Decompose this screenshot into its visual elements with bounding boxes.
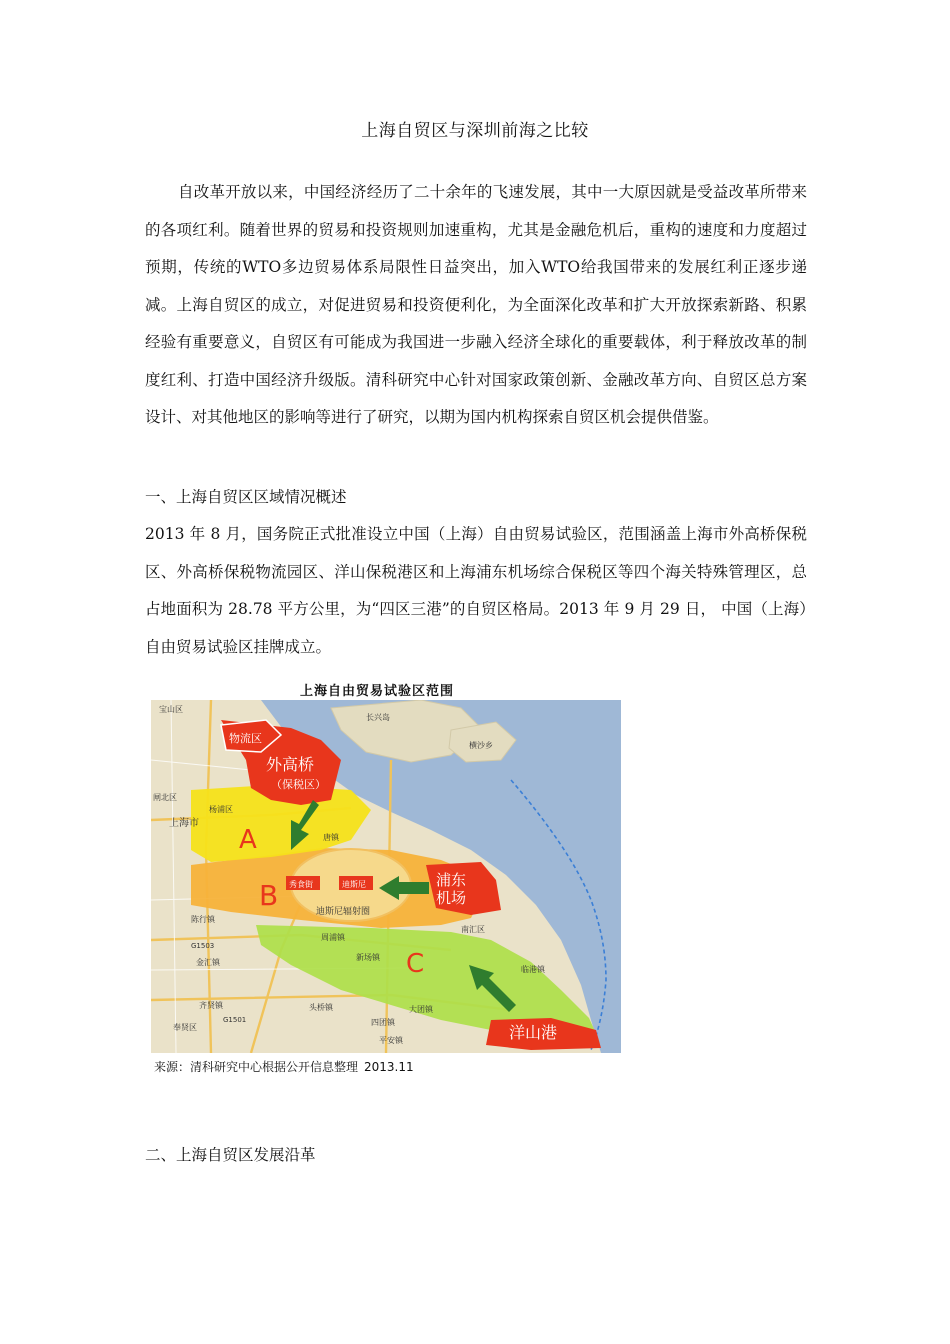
label-yangshan: 洋山港 xyxy=(509,1023,558,1042)
label-pingan: 平安镇 xyxy=(379,1036,403,1045)
label-fengxian: 奉贤区 xyxy=(173,1023,197,1032)
label-sihuan: 四团镇 xyxy=(371,1018,395,1027)
label-waigaoqiao: 外高桥 xyxy=(266,755,315,774)
label-xiushi: 秀食街 xyxy=(289,880,313,889)
label-g1503: G1503 xyxy=(191,942,215,950)
label-qizhong: 齐贤镇 xyxy=(199,1001,223,1010)
label-zhabei: 闸北区 xyxy=(153,793,177,802)
document-title: 上海自贸区与深圳前海之比较 xyxy=(361,121,589,141)
label-disney-tag: 迪斯尼 xyxy=(342,880,366,889)
label-lingang: 临港镇 xyxy=(521,965,545,974)
ftz-map-image xyxy=(151,700,621,1053)
label-pudong-1: 浦东 xyxy=(436,871,467,889)
label-chenhang: 陈行镇 xyxy=(191,915,215,924)
section-1-paragraph: 2013 年 8 月，国务院正式批准设立中国（上海）自由贸易试验区，范围涵盖上海市外高桥保税区、外高桥保税物流园区、洋山保税港区和上海浦东机场综合保税区等四个海关特殊管理区，总占地面积为 28.78 平方公里，为“四区三港”的自贸区格局。2013 年 9 月 29 日， 中国（上海）自由贸易试验区挂牌成立。 xyxy=(145,525,807,656)
label-g1501: G1501 xyxy=(223,1016,247,1024)
section-heading-1: 一、上海自贸区区域情况概述 xyxy=(145,488,347,506)
figure-source xyxy=(154,1058,414,1075)
label-nanhui: 南汇区 xyxy=(461,925,485,934)
label-wuliu: 物流区 xyxy=(229,732,262,745)
section-heading-2: 二、上海自贸区发展沿革 xyxy=(145,1146,316,1164)
label-baoshan: 宝山区 xyxy=(159,705,183,714)
label-toucao: 头桥镇 xyxy=(309,1003,333,1012)
label-pudong-2: 机场 xyxy=(436,889,467,907)
label-disney: 迪斯尼辐射圈 xyxy=(316,907,371,917)
label-zhoupu: 周浦镇 xyxy=(321,933,345,942)
figure-source-text: 来源：清科研究中心根据公开信息整理 xyxy=(154,1060,359,1074)
figure-source-year: 2013.11 xyxy=(364,1060,414,1074)
label-hengsha: 横沙乡 xyxy=(469,741,493,750)
label-datuan: 大团镇 xyxy=(409,1005,433,1014)
label-xinchang: 新场镇 xyxy=(356,953,380,962)
label-shanghai: 上海市 xyxy=(169,818,199,829)
label-zone-b: B xyxy=(259,879,279,912)
intro-paragraph: 自改革开放以来，中国经济经历了二十余年的飞速发展，其中一大原因就是受益改革所带来的各项红利。随着世界的贸易和投资规则加速重构，尤其是金融危机后，重构的速度和力度超过预期，传统的WTO多边贸易体系局限性日益突出，加入WTO给我国带来的发展红利正逐步递减。上海自贸区的成立，对促进贸易和投资便利化，为全面深化改革和扩大开放探索新路、积累经验有重要意义，自贸区有可能成为我国进一步融入经济全球化的重要载体，利于释放改革的制度红利、打造中国经济升级版。清科研究中心针对国家政策创新、金融改革方向、自贸区总方案设计、对其他地区的影响等进行了研究，以期为国内机构探索自贸区机会提供借鉴。 xyxy=(145,183,807,426)
label-jinhui: 金汇镇 xyxy=(196,958,220,967)
figure-title: 上海自由贸易试验区范围 xyxy=(300,684,455,699)
label-baoshui: （保税区） xyxy=(271,778,326,791)
label-zone-a: A xyxy=(239,825,257,855)
label-zone-c: C xyxy=(406,949,425,979)
label-changxing: 长兴岛 xyxy=(366,713,390,722)
label-yangpu: 杨浦区 xyxy=(209,805,233,814)
label-tangzhen: 唐镇 xyxy=(323,833,339,842)
